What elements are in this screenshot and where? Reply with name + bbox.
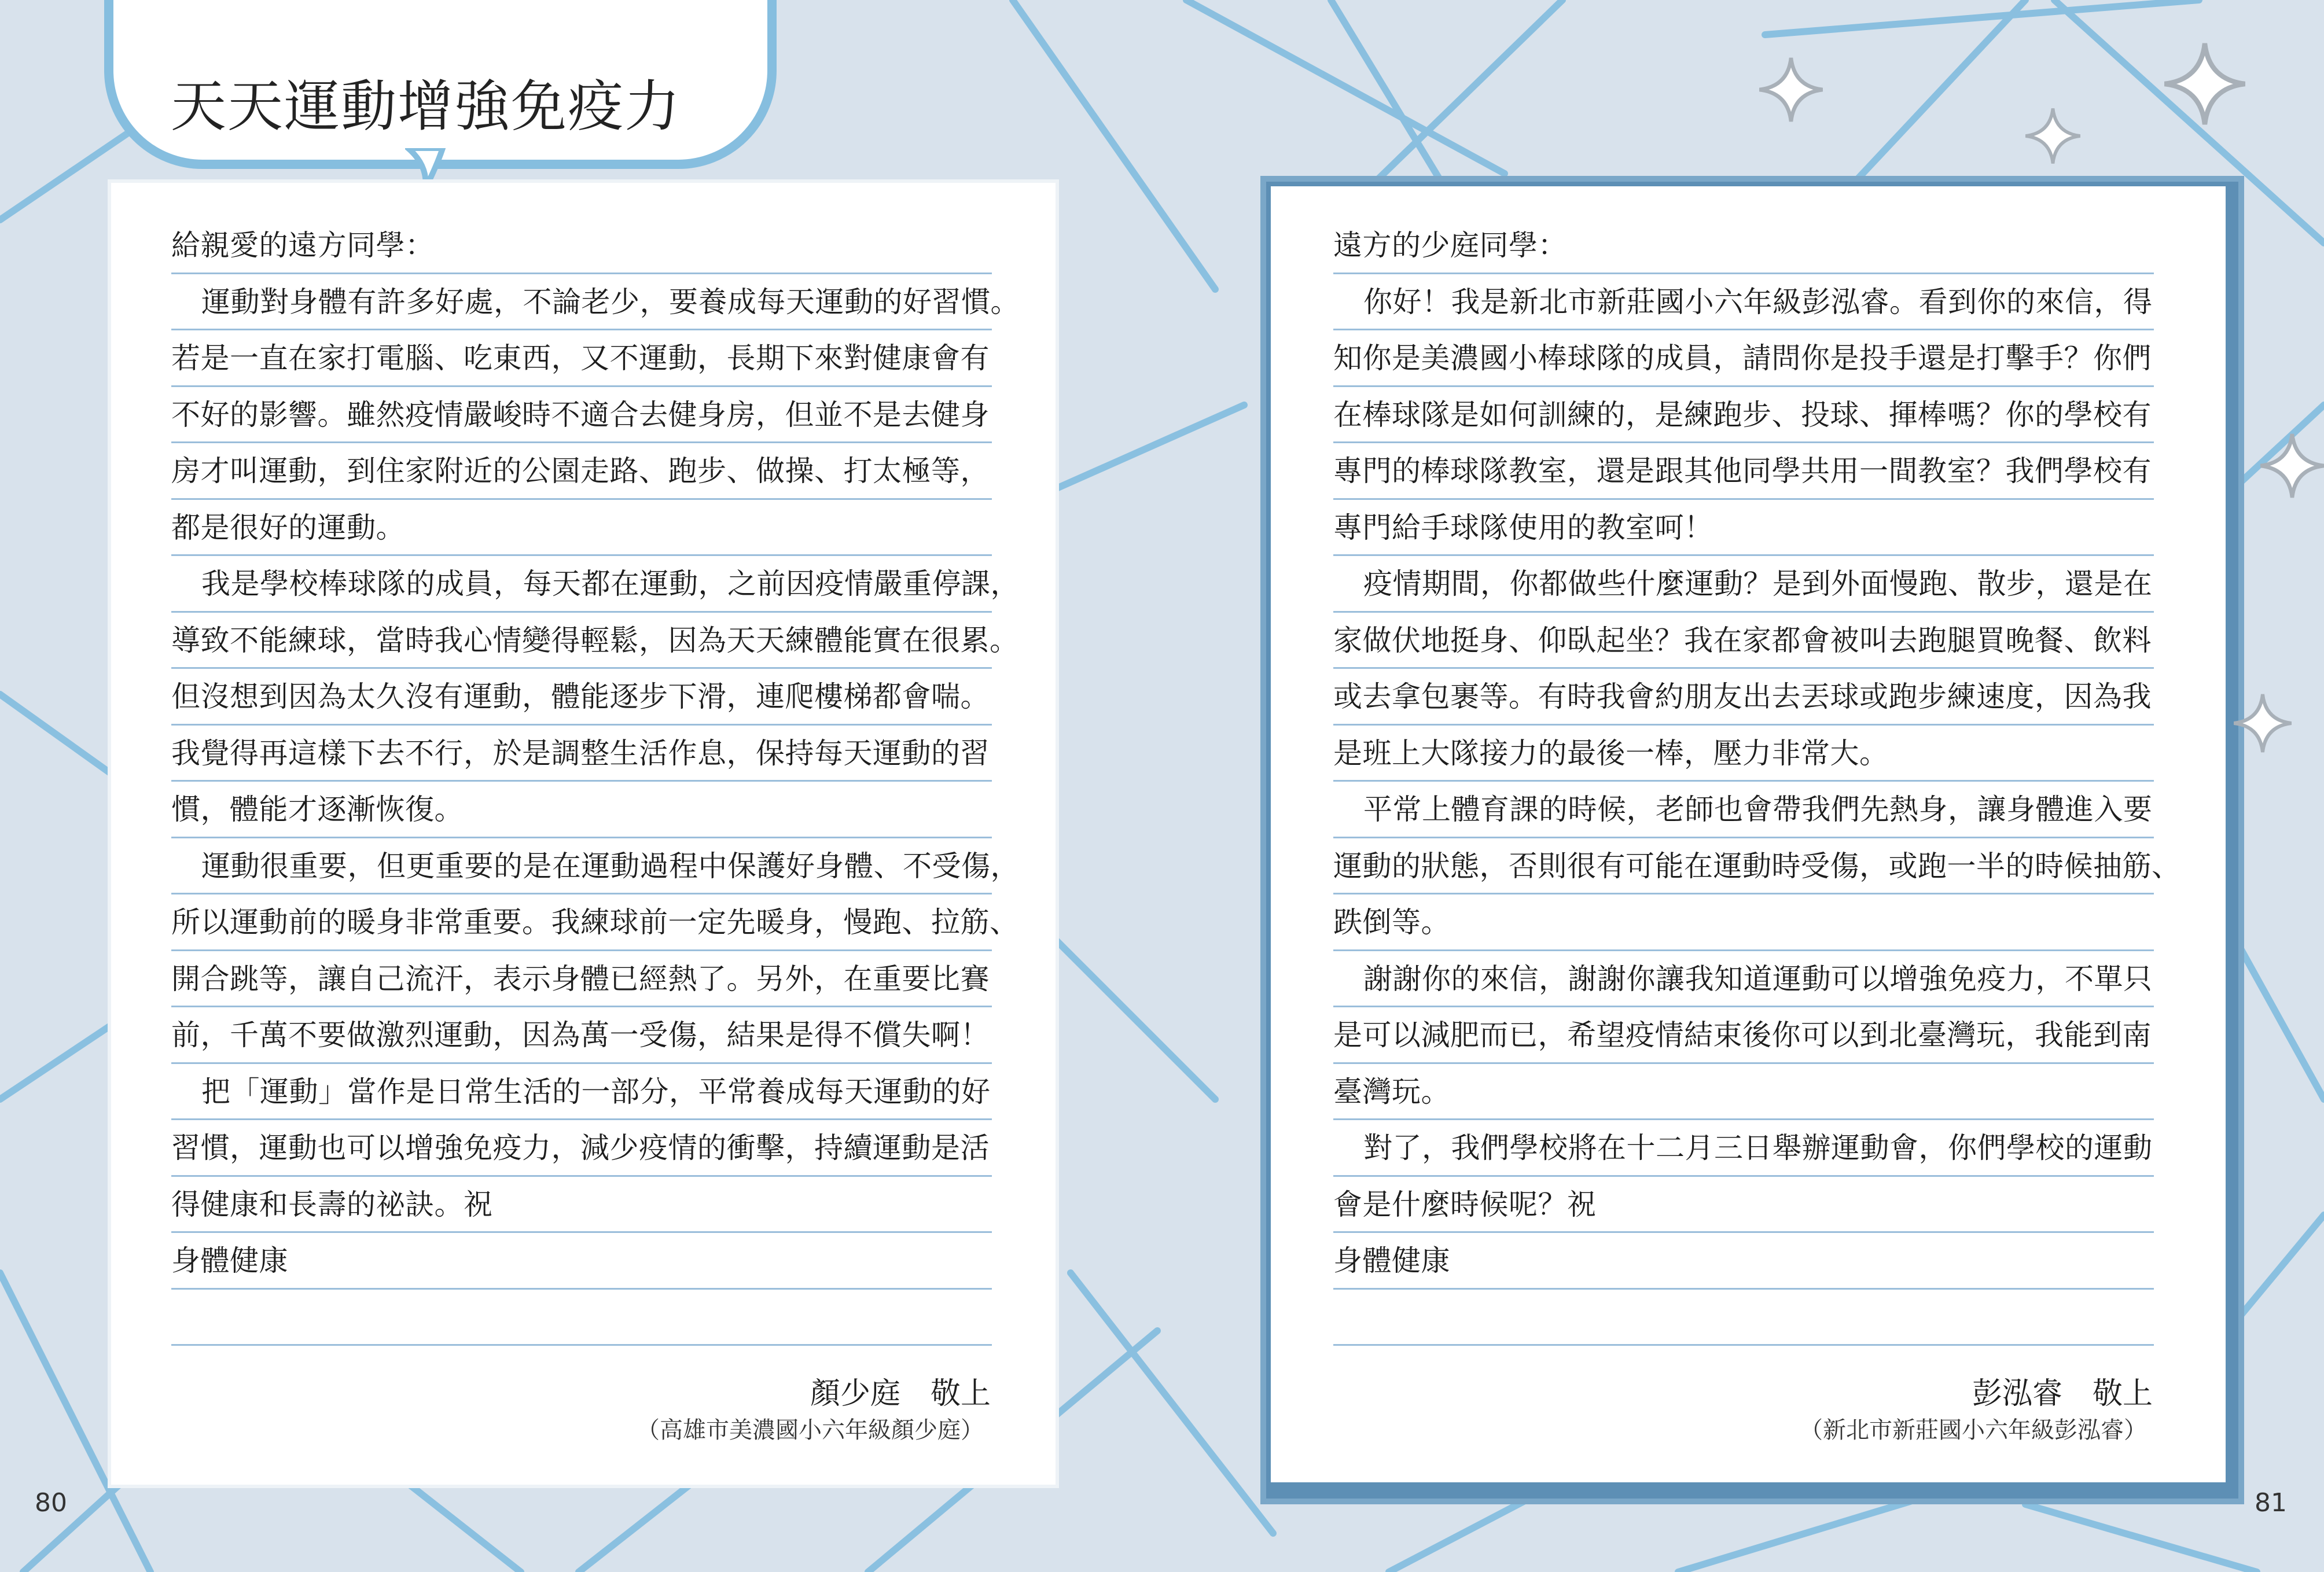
letter-line: 把「運動」當作是日常生活的一部分，平常養成每天運動的好 [171,1064,992,1121]
left-letter-body [171,218,1020,1346]
letter-line: 我覺得再這樣下去不行，於是調整生活作息，保持每天運動的習 [171,726,992,782]
letter-line [171,1290,992,1346]
letter-line: 運動很重要，但更重要的是在運動過程中保護好身體、不受傷， [171,838,992,895]
sparkle-icon [2164,35,2245,133]
sparkle-icon [1759,52,1823,127]
right-letter-body [1333,218,2181,1346]
left-author-note: （高雄市美濃國小六年級顏少庭） [637,1417,984,1444]
letter-line: 前，千萬不要做激烈運動，因為萬一受傷，結果是得不償失啊！ [171,1007,992,1064]
letter-line: 平常上體育課的時候，老師也會帶我們先熱身，讓身體進入要 [1333,782,2154,838]
letter-line [1333,1290,2154,1346]
letter-line: 身體健康 [1333,1233,2154,1290]
letter-line: 在棒球隊是如何訓練的，是練跑步、投球、揮棒嗎？你的學校有 [1333,387,2154,444]
letter-line: 知你是美濃國小棒球隊的成員，請問你是投手還是打擊手？你們 [1333,330,2154,387]
letter-line: 都是很好的運動。 [171,500,992,557]
page-title: 天天運動增強免疫力 [171,74,681,139]
sparkle-icon [2234,683,2292,764]
right-signature: 彭泓睿 敬上 [1972,1376,2153,1411]
sparkle-icon [2025,101,2080,171]
letter-line: 不好的影響。雖然疫情嚴峻時不適合去健身房，但並不是去健身 [171,387,992,444]
page-number-left: 80 [35,1488,67,1518]
letter-line: 謝謝你的來信，謝謝你讓我知道運動可以增強免疫力，不單只 [1333,951,2154,1008]
letter-line: 會是什麼時候呢？祝 [1333,1177,2154,1234]
letter-line: 所以運動前的暖身非常重要。我練球前一定先暖身，慢跑、拉筋、 [171,894,992,951]
letter-line: 我是學校棒球隊的成員，每天都在運動，之前因疫情嚴重停課， [171,556,992,613]
letter-line: 臺灣玩。 [1333,1064,2154,1121]
letter-line: 專門的棒球隊教室，還是跟其他同學共用一間教室？我們學校有 [1333,443,2154,500]
letter-line: 是班上大隊接力的最後一棒，壓力非常大。 [1333,726,2154,782]
sparkle-icon [2260,417,2324,515]
letter-line: 或去拿包裹等。有時我會約朋友出去丟球或跑步練速度，因為我 [1333,669,2154,726]
letter-line: 專門給手球隊使用的教室呵！ [1333,500,2154,557]
letter-line: 慣，體能才逐漸恢復。 [171,782,992,838]
letter-line: 身體健康 [171,1233,992,1290]
letter-line: 你好！我是新北市新莊國小六年級彭泓睿。看到你的來信，得 [1333,274,2154,331]
right-author-note: （新北市新莊國小六年級彭泓睿） [1800,1417,2147,1444]
letter-line: 是可以減肥而已，希望疫情結束後你可以到北臺灣玩，我能到南 [1333,1007,2154,1064]
letter-line: 房才叫運動，到住家附近的公園走路、跑步、做操、打太極等， [171,443,992,500]
letter-line: 若是一直在家打電腦、吃東西，又不運動，長期下來對健康會有 [171,330,992,387]
page-number-right: 81 [2255,1488,2287,1518]
letter-line: 習慣，運動也可以增強免疫力，減少疫情的衝擊，持續運動是活 [171,1120,992,1177]
letter-line: 運動的狀態，否則很有可能在運動時受傷，或跑一半的時候抽筋、 [1333,838,2154,895]
letter-line: 運動對身體有許多好處，不論老少，要養成每天運動的好習慣。 [171,274,992,331]
letter-line: 但沒想到因為太久沒有運動，體能逐步下滑，連爬樓梯都會喘。 [171,669,992,726]
letter-line: 導致不能練球，當時我心情變得輕鬆，因為天天練體能實在很累。 [171,613,992,669]
letter-line: 給親愛的遠方同學： [171,218,992,274]
left-signature: 顏少庭 敬上 [810,1376,991,1411]
letter-line: 疫情期間，你都做些什麼運動？是到外面慢跑、散步，還是在 [1333,556,2154,613]
letter-line: 家做伏地挺身、仰臥起坐？我在家都會被叫去跑腿買晚餐、飲料 [1333,613,2154,669]
letter-line: 開合跳等，讓自己流汗，表示身體已經熱了。另外，在重要比賽 [171,951,992,1008]
letter-line: 對了，我們學校將在十二月三日舉辦運動會，你們學校的運動 [1333,1120,2154,1177]
letter-line: 跌倒等。 [1333,894,2154,951]
letter-line: 遠方的少庭同學： [1333,218,2154,274]
letter-line: 得健康和長壽的祕訣。祝 [171,1177,992,1234]
